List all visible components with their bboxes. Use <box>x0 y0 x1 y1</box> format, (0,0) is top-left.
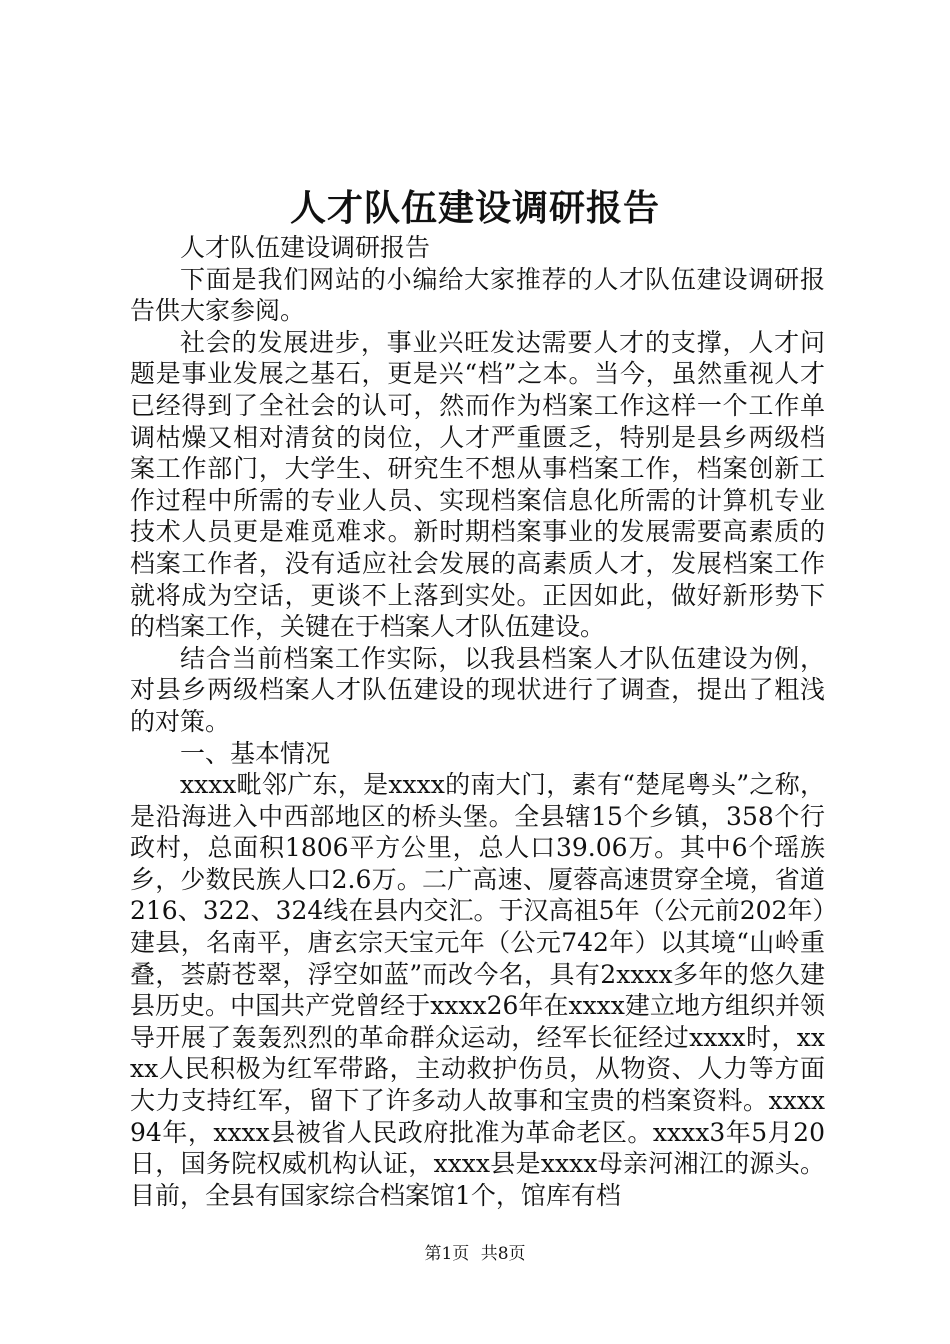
section-heading-basic-situation: 一、基本情况 <box>180 738 331 768</box>
paragraph-purpose: 结合当前档案工作实际，以我县档案人才队伍建设为例，对县乡两级档案人才队伍建设的现状进行了调查，提出了粗浅的对策。 <box>130 643 825 736</box>
document-body <box>130 232 825 1211</box>
page-footer <box>0 1243 950 1265</box>
paragraph-subtitle: 人才队伍建设调研报告 <box>180 233 431 262</box>
total-pages: 共8页 <box>480 1244 526 1264</box>
page-title: 人才队伍建设调研报告 <box>289 187 660 229</box>
paragraph-intro: 下面是我们网站的小编给大家推荐的人才队伍建设调研报告供大家参阅。 <box>130 264 825 326</box>
paragraph-county-overview: xxxx毗邻广东，是xxxx的南大门，素有“楚尾粤头”之称，是沿海进入中西部地区的桥头堡。全县辖15个乡镇，358个行政村，总面积1806平方公里，总人口39.06万。其中6个瑶族乡，少数民族人口2.6万。二广高速、厦蓉高速贯穿全境，省道216、322、324线在县内交汇。于汉高祖5年（公元前202年）建县，名南平，唐玄宗天宝元年（公元742年）以其境“山岭重叠，荟蔚苍翠，浮空如蓝”而改今名，具有2xxxx多年的悠久建县历史。中国共产党曾经于xxxx26年在xxxx建立地方组织并领导开展了轰轰烈烈的革命群众运动，经军长征经过xxxx时，xxxx人民积极为红军带路，主动救护伤员，从物资、人力等方面大力支持红军，留下了许多动人故事和宝贵的档案资料。xxxx94年，xxxx县被省人民政府批准为革命老区。xxxx3年5月20日，国务院权威机构认证，xxxx县是xxxx母亲河湘江的源头。目前，全县有国家综合档案馆1个，馆库有档 <box>130 770 825 1210</box>
page-number: 第1页 <box>424 1244 470 1264</box>
paragraph-background: 社会的发展进步，事业兴旺发达需要人才的支撑，人才问题是事业发展之基石，更是兴“档”之本。当今，虽然重视人才已经得到了全社会的认可，然而作为档案工作这样一个工作单调枯燥又相对清贫的岗位，人才严重匮乏，特别是县乡两级档案工作部门，大学生、研究生不想从事档案工作，档案创新工作过程中所需的专业人员、实现档案信息化所需的计算机专业技术人员更是难觅难求。新时期档案事业的发展需要高素质的档案工作者，没有适应社会发展的高素质人才，发展档案工作就将成为空话，更谈不上落到实处。正因如此，做好新形势下的档案工作，关键在于档案人才队伍建设。 <box>130 327 825 642</box>
